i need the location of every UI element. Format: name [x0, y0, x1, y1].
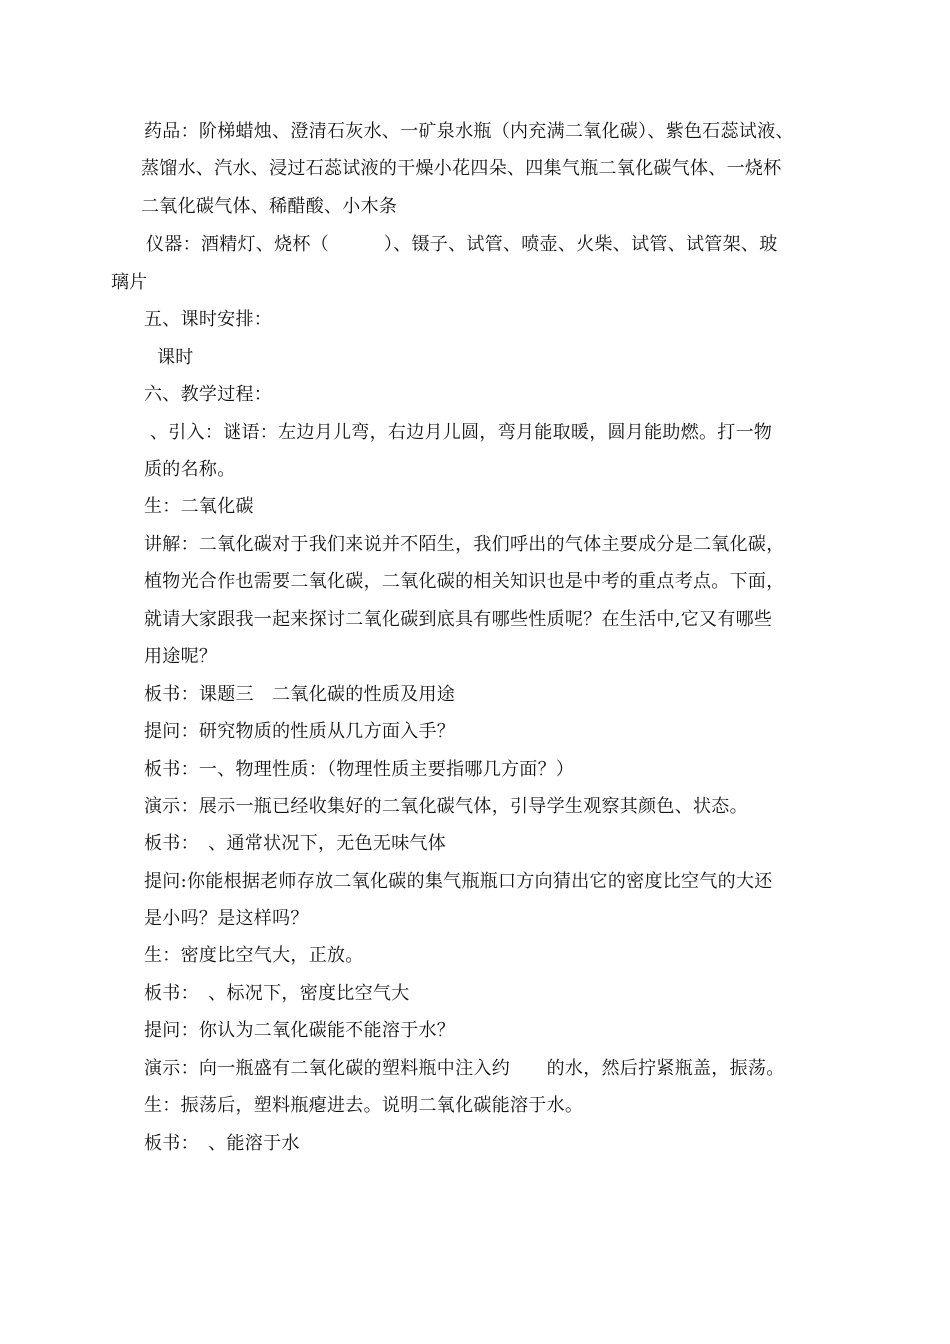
text-line: 课时: [157, 347, 194, 368]
text-line: 提问：研究物质的性质从几方面入手？: [144, 721, 456, 742]
text-line: 璃片: [111, 272, 148, 293]
text-line: 就请大家跟我一起来探讨二氧化碳到底具有哪些性质呢？在生活中,它又有哪些: [144, 609, 773, 630]
text-line: 药品：阶梯蜡烛、澄清石灰水、一矿泉水瓶（内充满二氧化碳）、紫色石蕊试液、: [144, 121, 794, 142]
text-line: 板书： 、通常状况下，无色无味气体: [144, 833, 447, 854]
text-line: 质的名称。: [144, 459, 236, 480]
section-heading: 五、课时安排：: [144, 309, 273, 330]
section-heading: 六、教学过程：: [144, 384, 273, 405]
text-line: 生：振荡后，塑料瓶瘪进去。说明二氧化碳能溶于水。: [144, 1095, 584, 1116]
text-line: 板书： 、标况下，密度比空气大: [144, 983, 410, 1004]
text-line: 演示：展示一瓶已经收集好的二氧化碳气体，引导学生观察其颜色、状态。: [144, 796, 748, 817]
text-line: 生：密度比空气大，正放。: [144, 945, 364, 966]
text-line: 二氧化碳气体、稀醋酸、小木条: [141, 196, 398, 217]
text-line: 是小吗？是这样吗？: [144, 908, 309, 929]
text-line: 、引入：谜语：左边月儿弯，右边月儿圆，弯月能取暖，圆月能助燃。打一物: [150, 422, 773, 443]
text-line: 生：二氧化碳: [144, 496, 254, 517]
text-line: 提问:你能根据老师存放二氧化碳的集气瓶瓶口方向猜出它的密度比空气的大还: [144, 871, 773, 892]
text-line: 板书： 、能溶于水: [144, 1133, 300, 1154]
text-line: 演示：向一瓶盛有二氧化碳的塑料瓶中注入约 的水，然后拧紧瓶盖，振荡。: [144, 1058, 785, 1079]
text-line: 讲解：二氧化碳对于我们来说并不陌生，我们呼出的气体主要成分是二氧化碳，: [144, 534, 785, 555]
text-line: 用途呢？: [144, 646, 218, 667]
text-line: 板书：课题三 二氧化碳的性质及用途: [144, 684, 456, 705]
text-line: 植物光合作也需要二氧化碳，二氧化碳的相关知识也是中考的重点考点。下面，: [144, 571, 785, 592]
text-line: 板书：一、物理性质：（物理性质主要指哪几方面？）: [144, 759, 575, 780]
text-line: 提问：你认为二氧化碳能不能溶于水？: [144, 1020, 456, 1041]
text-line: 仪器：酒精灯、烧杯（ ）、镊子、试管、喷壶、火柴、试管、试管架、玻: [146, 234, 778, 255]
text-line: 蒸馏水、汽水、浸过石蕊试液的干燥小花四朵、四集气瓶二氧化碳气体、一烧杯: [141, 158, 782, 179]
